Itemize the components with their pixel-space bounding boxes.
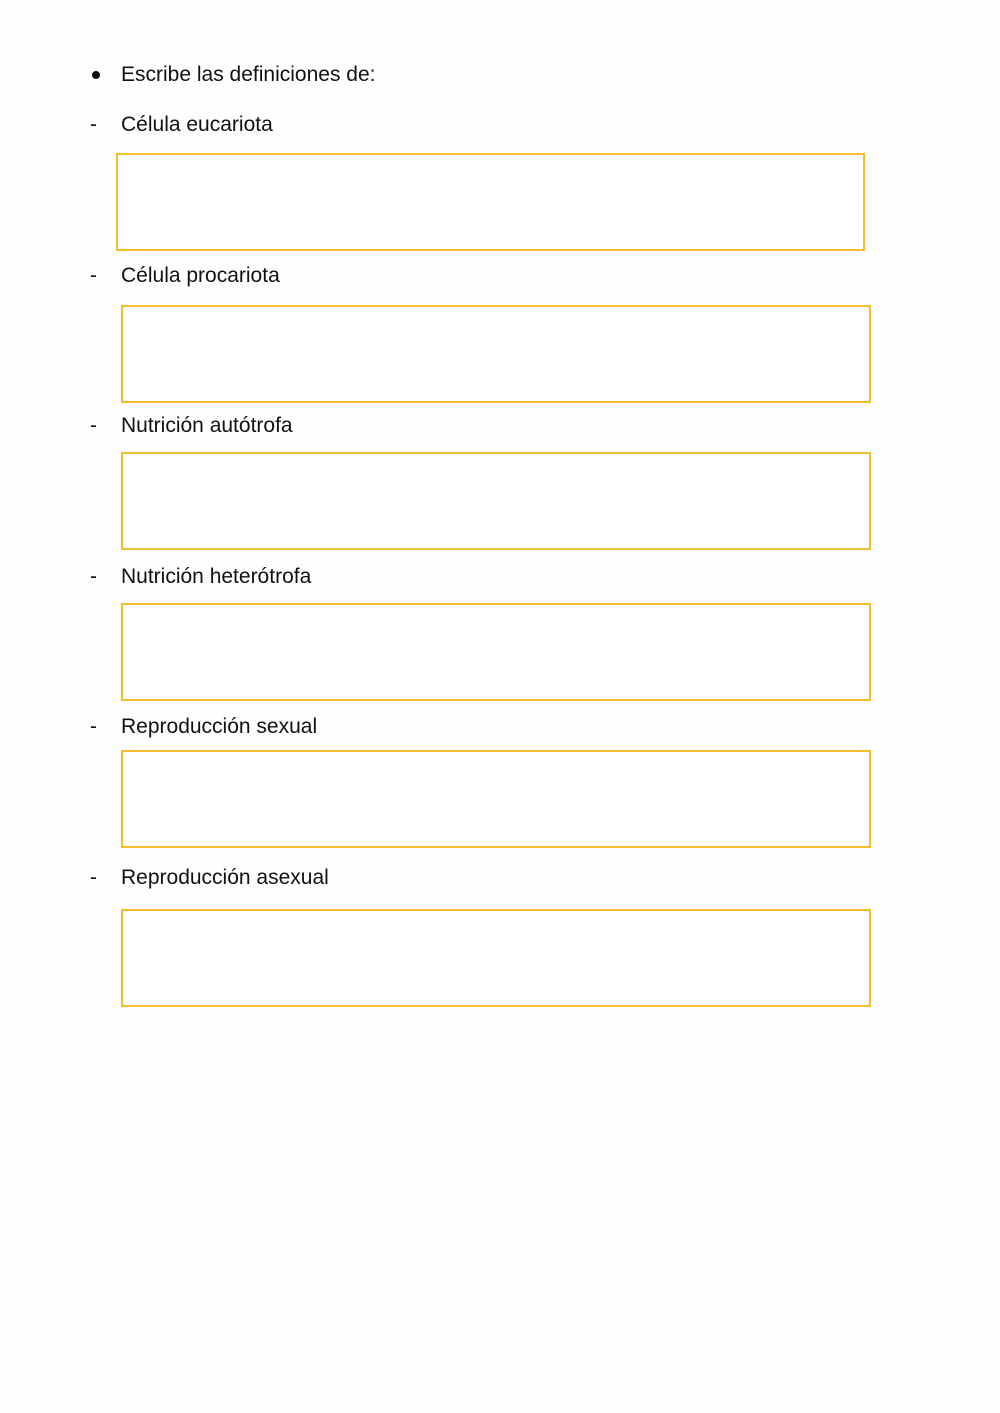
term-label: Reproducción sexual	[121, 715, 318, 738]
answer-box-nutricion-heterotrofa[interactable]	[121, 603, 871, 701]
term-line	[0, 263, 1000, 289]
term-label: Nutrición autótrofa	[121, 414, 293, 437]
term-label: Nutrición heterótrofa	[121, 565, 312, 588]
term-label: Célula procariota	[121, 264, 280, 287]
term-label: Reproducción asexual	[121, 866, 329, 889]
dash-marker: -	[90, 113, 97, 136]
answer-box-nutricion-autotrofa[interactable]	[121, 452, 871, 550]
dash-marker: -	[90, 715, 97, 738]
instruction-text: Escribe las definiciones de:	[121, 63, 376, 86]
answer-box-reproduccion-asexual[interactable]	[121, 909, 871, 1007]
dash-marker: -	[90, 866, 97, 889]
instruction-line	[0, 62, 1000, 88]
term-line	[0, 413, 1000, 439]
dash-marker: -	[90, 264, 97, 287]
bullet-icon	[92, 71, 100, 79]
answer-box-celula-procariota[interactable]	[121, 305, 871, 403]
term-label: Célula eucariota	[121, 113, 273, 136]
dash-marker: -	[90, 414, 97, 437]
term-line	[0, 564, 1000, 590]
dash-marker: -	[90, 565, 97, 588]
term-line	[0, 714, 1000, 740]
term-line	[0, 865, 1000, 891]
term-line	[0, 112, 1000, 138]
answer-box-reproduccion-sexual[interactable]	[121, 750, 871, 848]
answer-box-celula-eucariota[interactable]	[116, 153, 865, 251]
